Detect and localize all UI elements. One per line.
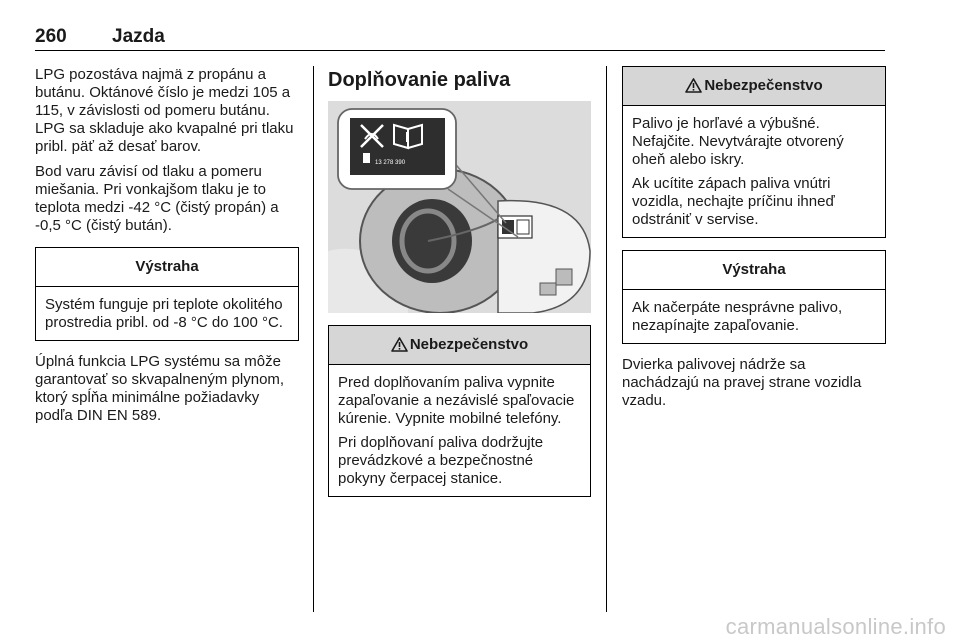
paragraph: Dvierka palivovej nádrže sa nachádzajú na pravej strane vozidla vzadu. (622, 356, 862, 409)
fuel-flap-drawing (328, 101, 591, 313)
fuel-flap-illustration (328, 101, 591, 313)
paragraph: LPG pozostáva najmä z propánu a butánu. Oktánové číslo je medzi 105 a 115, v závislosti od pomeru butánu. LPG sa skladuje ako kvapalné pri tlaku pribl. päť až desať barov. (35, 66, 294, 155)
warning-title: Výstraha (623, 251, 885, 290)
section-title: Doplňovanie paliva (328, 69, 511, 91)
paragraph: Bod varu závisí od tlaku a pomeru miešania. Pri vonkajšom tlaku je to teplota medzi -42 °C (čistý propán) a -0,5 °C (čistý bután). (35, 163, 279, 234)
danger-header (329, 326, 590, 365)
page-header (35, 26, 885, 48)
danger-text: Pri doplňovaní paliva dodržujte prevádzkové a bezpečnostné pokyny čerpacej stanice. (338, 434, 544, 487)
watermark: carmanualsonline.info (725, 614, 946, 639)
column-2 (328, 66, 591, 509)
header-rule (35, 50, 885, 51)
danger-box (622, 66, 886, 238)
paragraph: Úplná funkcia LPG systému sa môže garantovať so skvapalneným plynom, ktorý spĺňa minimálne požiadavky podľa DIN EN 589. (35, 353, 285, 424)
danger-text: Pred doplňovaním paliva vypnite zapaľovanie a nezávislé spaľovacie kúrenie. Vypnite mobilné telefóny. (338, 374, 575, 427)
warning-triangle-icon (391, 337, 408, 352)
danger-title: Nebezpečenstvo (704, 77, 823, 94)
column-3 (622, 66, 886, 417)
danger-text: Palivo je horľavé a výbušné. Nefajčite. Nevytvárajte otvorený oheň alebo iskry. (632, 115, 844, 168)
column-1 (35, 66, 299, 432)
column-divider (313, 66, 314, 612)
danger-text: Ak ucítite zápach paliva vnútri vozidla, nechajte príčinu ihneď odstrániť v servise. (632, 175, 835, 228)
danger-header (623, 67, 885, 106)
label-code: 13 278 390 (375, 160, 406, 166)
danger-box (328, 325, 591, 497)
warning-triangle-icon (685, 78, 702, 93)
page-number: 260 (35, 26, 67, 47)
chapter-title: Jazda (112, 26, 165, 47)
warning-text: Systém funguje pri teplote okolitého prostredia pribl. od -8 °C do 100 °C. (45, 296, 283, 331)
danger-title: Nebezpečenstvo (409, 336, 529, 353)
warning-title: Výstraha (36, 248, 298, 287)
warning-box (622, 250, 886, 344)
warning-text: Ak načerpáte nesprávne palivo, nezapínajte zapaľovanie. (632, 299, 843, 334)
warning-box (35, 247, 299, 341)
column-divider (606, 66, 607, 612)
